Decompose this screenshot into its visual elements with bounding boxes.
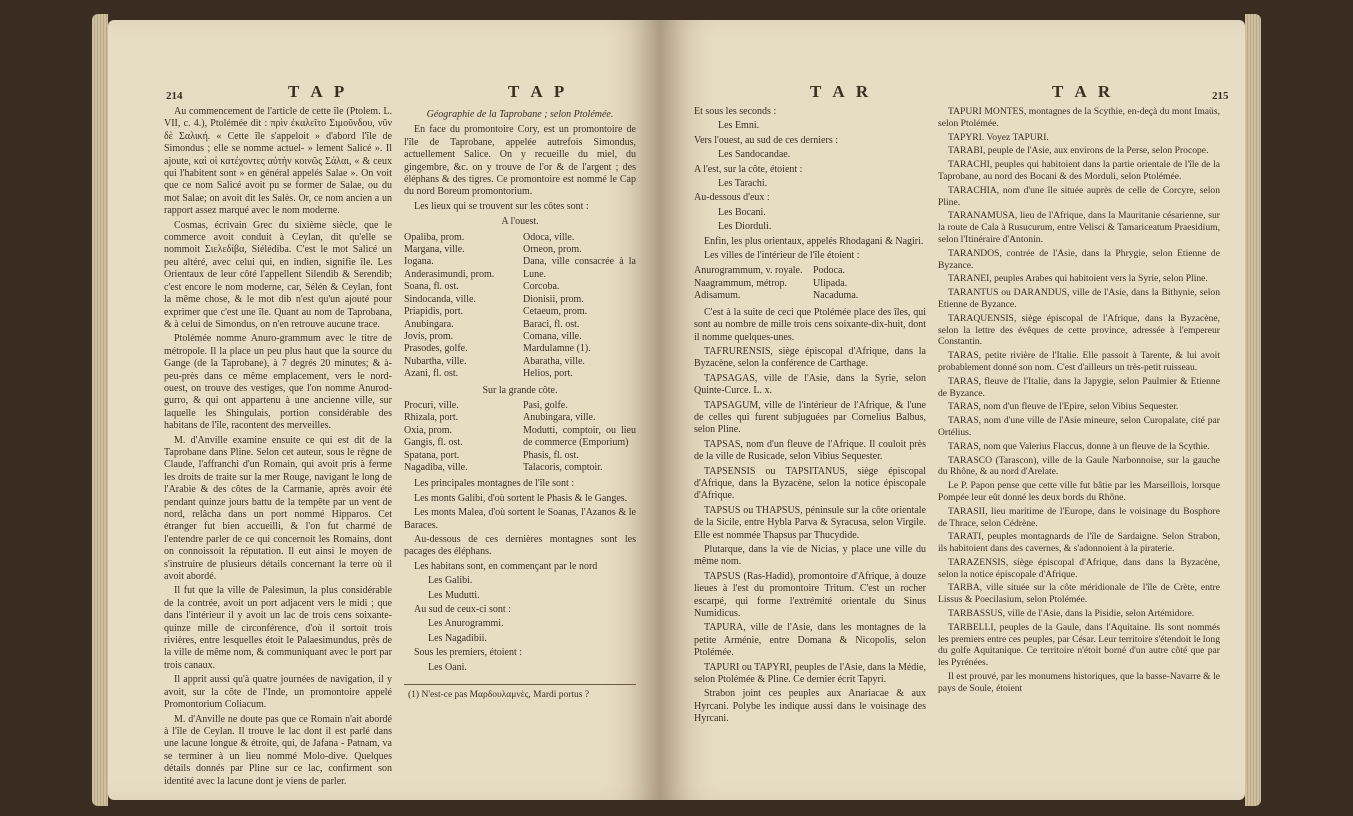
entry: TARAZENSIS, siège épiscopal d'Afrique, dans dans la Byzacène, selon la notice épiscopale d'Afrique. <box>938 556 1220 580</box>
paragraph: Au sud de ceux-ci sont : <box>414 604 511 616</box>
entry: TARACHI, peuples qui habitoient dans la partie orientale de l'île de la Taprobane, au nord des Bocani & des Morduli, selon Ptolémée. <box>938 159 1220 182</box>
list-item: Les Bocani. <box>718 206 766 218</box>
list-item: Azani, fl. ost. <box>404 368 459 380</box>
list-item: Talacoris, comptoir. <box>523 461 603 473</box>
right-page-edges <box>1245 14 1261 806</box>
left-page <box>108 20 660 800</box>
paragraph: Ptolémée nomme Anuro-grammum avec le titre de métropole. Il la place un peu plus haut que la source du Gange (de la Taprobane), à 7 degrés 20 minutes; & à-peu-près dans ce même emplacement, vers le nord-ouest, on trouve des vestiges, que l'on nomme Anurod-gurro, & qui ont appartenu à une ancienne ville, sur laquelle les Shingulais, portion considérable des habitans de l'île, racontent des merveilles. <box>164 333 392 432</box>
list-item: Les Mudutti. <box>428 589 480 601</box>
paragraph: Au-dessous de ces dernières montagnes sont les pacages des éléphans. <box>404 534 636 558</box>
list-item: Dana, ville consacrée à la Lune. <box>523 256 636 280</box>
list-item: Naagrammum, métrop. <box>694 277 788 289</box>
paragraph: M. d'Anville examine ensuite ce qui est dit de la Taprobane dans Pline. Selon cet auteur, sous le règne de Claude, l'affranchi d'un Romain, qui avoit pris à ferme les droits de traite sur la mer Rouge, navigant le long de l'Arabie & des côtes de la Carmanie, après avoir été pendant quinze jours battu de la tempête par un vent de nord, relâcha dans un port nommé Hipparos. Cet étranger fut bien accueilli, & l'on fut charmé de l'entendre parler de ce qui concernoit les Romains, dont on connoissoit la réputation. Il eut ainsi le moyen de s'instruire de plusieurs détails concernant la terre où il avoit abordé. <box>164 434 392 583</box>
paragraph: M. d'Anville ne doute pas que ce Romain n'ait abordé à l'île de Ceylan. Il trouve le lac dont il est parlé dans une lacune longue & étroite, qui, de Jafana - Patnam, va se terminer à un lieu nommé Molo-dive. Quelques détails donnés par Pline sur ce lac, confirment son identité avec la lacune dont je viens de parler. <box>164 713 392 787</box>
interior-cities-list <box>694 265 926 302</box>
paragraph: Sous les premiers, étoient : <box>414 647 523 659</box>
list-item: Les Galibi. <box>428 575 473 587</box>
entry: TARANEI, peuples Arabes qui habitoient vers la Syrie, selon Pline. <box>948 273 1208 285</box>
west-places-list <box>404 232 636 381</box>
west-places-right <box>523 232 636 381</box>
list-item: Procuri, ville. <box>404 399 459 411</box>
subheading-west: A l'ouest. <box>501 216 539 228</box>
entry: Le P. Papon pense que cette ville fut bâtie par les Marseillois, lorsque Pompée leur eût donné les deux bords du Rhône. <box>938 480 1220 503</box>
entry: TARANTUS ou DARANDUS, ville de l'Asie, dans la Bithynie, selon Etienne de Byzance. <box>938 287 1220 310</box>
list-item: Baraci, fl. ost. <box>523 318 580 330</box>
interior-right <box>813 265 926 302</box>
entry: TARBA, ville située sur la côte méridionale de l'île de Crète, entre Lissus & Poecilasium, selon Ptolémée. <box>938 582 1220 606</box>
paragraph: C'est à la suite de ceci que Ptolémée place des îles, qui sont au nombre de mille trois cens soixante-dix-huit, dont il nomme quelques-unes. <box>694 306 926 343</box>
entry: TAPURI ou TAPYRI, peuples de l'Asie, dans la Médie, selon Ptolémée & Pline. Ce dernier écrit Tapyri. <box>694 661 926 686</box>
entry: TARACHIA, nom d'une île située auprès de celle de Corcyre, selon Pline. <box>938 184 1220 208</box>
right-header-a: T A R <box>810 82 873 101</box>
entry: TARATI, peuples montagnards de l'île de Sardaigne. Selon Strabon, ils habitoient dans des cavernes, & s'adonnoient à la piraterie. <box>938 531 1220 555</box>
entry: TARAS, nom que Valerius Flaccus, donne à un fleuve de la Scythie. <box>948 440 1210 452</box>
list-item: Pasi, golfe. <box>523 399 568 411</box>
right-page <box>660 20 1245 800</box>
entry: TARAS, nom d'un fleuve de l'Epire, selon Vibius Sequester. <box>948 401 1179 413</box>
entry: TAPYRI. Voyez TAPURI. <box>948 131 1049 143</box>
list-item: Les Oani. <box>428 661 467 673</box>
list-item: Mardulamne (1). <box>523 343 591 355</box>
paragraph: Il fut que la ville de Palesimun, la plus considérable de la contrée, avoit un port adjacent vers le midi ; que dans l'intérieur il y avoit un lac de trois cens soixante-quinze mille de circonférence, d'où il sortoit trois rivières, entre lesquelles étoit le Palaesimundus, près de la ville de même nom, & communiquant avec le port par trois canaux. <box>164 585 392 671</box>
list-item: Nubartha, ville. <box>404 355 467 367</box>
list-item: Les Diorduli. <box>718 221 772 233</box>
list-item: Anurogrammum, v. royale. <box>694 265 803 277</box>
big-coast-places-list <box>404 400 636 474</box>
list-item: Nacaduma. <box>813 290 859 302</box>
entry: TARANDOS, contrée de l'Asie, dans la Phrygie, selon Etienne de Byzance. <box>938 247 1220 271</box>
list-item: Anderasimundi, prom. <box>404 268 495 280</box>
left-column-b <box>404 106 636 676</box>
list-item: Phasis, fl. ost. <box>523 449 579 461</box>
entry: TARASCO (Tarascon), ville de la Gaule Narbonnoise, sur la gauche du Rhône, & au nord d'Arelate. <box>938 454 1220 478</box>
paragraph: Au commencement de l'article de cette île (Ptolem. L. VII, c. 4.), Ptolémée dit : πρὶν ἐκαλεῖτο Σιμοῦνδου, νῦν δὲ Σαλική. « Cette île s'appeloit » d'abord l'île de Simondus ; elle se nomme actuel- » lement Salicé ». Il ajoute, καὶ οἱ κατέχοντες αὐτὴν κοινῶς Σάλαι, « & ceux qui l'habitent sont » en général appelés Salae ». On voit que ce nom Salicé avoit pu se former de Salae, ou du mot Salae; on avoit dit les Salès. Or, ce nom ancien a un rapport assez marqué avec le nom moderne. <box>164 106 392 217</box>
list-item: Nagadiba, ville. <box>404 461 468 473</box>
entry: Plutarque, dans la vie de Nicias, y place une ville du même nom. <box>694 544 926 568</box>
left-header-b: T A P <box>508 82 569 101</box>
list-item: Orneon, prom. <box>523 244 582 256</box>
paragraph: Les monts Malea, d'où sortent le Soanas, l'Azanos & le Baraces. <box>404 507 636 531</box>
paragraph: Cosmas, écrivain Grec du sixième siècle, que le commerce avoit conduit à Ceylan, dit qu'elle se nommoit Σιελεδίβα, Siélédiba. C'est le mot Salicé un peu altéré, avec celui qui, en indien, signifie île. Les Orientaux de leur côté l'appellent Silendib & Serendib; c'est encore le nom moderne, car, Sélén & Ceylan, font la même chose, & le mot dib n'est qu'un ajouté pour exprimer que c'est une île. Quant au nom de Taprobana, & à celui de Simondus, on n'en retrouve aucune trace. <box>164 219 392 330</box>
big-coast-left <box>404 400 517 474</box>
list-item: Podoca. <box>813 265 845 277</box>
list-item: Priapidis, port. <box>404 306 464 318</box>
list-item: Cetaeum, prom. <box>523 306 588 318</box>
list-item: Modutti, comptoir, ou lieu de commerce (Emporium) <box>523 424 636 449</box>
entry: TAFRURENSIS, siège épiscopal d'Afrique, dans la Byzacène, selon la conférence de Carthage. <box>694 345 926 370</box>
list-item: Odoca, ville. <box>523 231 575 243</box>
entry: TARASII, lieu maritime de l'Europe, dans le voisinage du Bosphore de Thrace, selon Cédrène. <box>938 505 1220 529</box>
entry: TAPURI MONTES, montagnes de la Scythie, en-deçà du mont Imaüs, selon Ptolémée. <box>938 106 1220 129</box>
entry: TARAQUENSIS, siège épiscopal de l'Afrique, dans la Byzacène, selon la lettre des évêques de cette province, adressée à l'empereur Constantin. <box>938 312 1220 348</box>
entry: TARANAMUSA, lieu de l'Afrique, dans la Mauritanie césarienne, sur la route de Cala à Rusucurum, entre Velisci & Tamariceatum Praesidium, selon l'Itinéraire d'Antonin. <box>938 210 1220 245</box>
entry: TARAS, nom d'une ville de l'Asie mineure, selon Curopalate, cité par Ortélius. <box>938 415 1220 438</box>
right-header-b: T A R <box>1052 82 1115 101</box>
right-page-number: 215 <box>1212 90 1229 102</box>
list-item: Sindocanda, ville. <box>404 293 476 305</box>
entry: TAPURA, ville de l'Asie, dans les montagnes de la petite Arménie, entre Domana & Nicopolis, selon Ptolémée. <box>694 622 926 659</box>
right-column-b <box>938 106 1220 697</box>
entry: TAPSAGUM, ville de l'intérieur de l'Afrique, & l'une de celles qui furent subjuguées par Cornelius Balbus, selon Pline. <box>694 399 926 436</box>
list-item: Anubingara, ville. <box>523 412 596 424</box>
paragraph: Les lieux qui se trouvent sur les côtes sont : <box>414 200 589 212</box>
right-column-a <box>694 106 926 728</box>
list-item: Rhizala, port. <box>404 412 459 424</box>
list-item: Dionisii, prom. <box>523 293 584 305</box>
entry: TARBELLI, peuples de la Gaule, dans l'Aquitaine. Ils sont nommés les premiers entre ces peuples, par César. Leur territoire s'étendoit le long du golfe Aquitanique. Ce territoire n'étoit borné d'un autre côté que par les Pyrénées. <box>938 621 1220 669</box>
section-title: Géographie de la Taprobane ; selon Ptolémée. <box>426 109 614 120</box>
list-item: Les Emni. <box>718 120 760 132</box>
paragraph: Les habitans sont, en commençant par le nord <box>414 560 598 572</box>
entry: TARAS, fleuve de l'Italie, dans la Japygie, selon Paulmier & Etienne de Byzance. <box>938 375 1220 399</box>
entry: TAPSENSIS ou TAPSITANUS, siège épiscopal d'Afrique, dans la Byzacène, selon la notice épiscopale d'Afrique. <box>694 465 926 502</box>
paragraph: Les villes de l'intérieur de l'île étoient : <box>704 250 860 262</box>
footnote: (1) N'est-ce pas Μαρδουλαμνὲς, Mardi portus ? <box>408 690 590 700</box>
list-item: Anubingara. <box>404 318 454 330</box>
paragraph: Enfin, les plus orientaux, appelés Rhodagani & Nagiri. <box>704 235 924 247</box>
list-item: Les Nagadibii. <box>428 632 487 644</box>
paragraph: Il apprit aussi qu'à quatre journées de navigation, il y avoit, sur la côte de l'Inde, un promontoire appelé Promontorium Coliacum. <box>164 674 392 711</box>
list-item: Corcoba. <box>523 281 560 293</box>
entry: TARBASSUS, ville de l'Asie, dans la Pisidie, selon Artémidore. <box>948 608 1195 620</box>
left-page-edges <box>92 14 108 806</box>
west-places-left <box>404 232 517 381</box>
paragraph: Les monts Galibi, d'où sortent le Phasis & le Ganges. <box>414 492 628 504</box>
list-item: Les Sandocandae. <box>718 149 791 161</box>
entry: TAPSUS (Ras-Hadid), promontoire d'Afrique, à douze lieues à l'est du promontoire Tritum. C'est un rocher escarpé, qui forme l'extrémité orientale du Sinus Numidicus. <box>694 570 926 620</box>
list-item: Spatana, port. <box>404 449 460 461</box>
paragraph: En face du promontoire Cory, est un promontoire de l'île de Taprobane, appelée autrefois Simondus, actuellement Salice. On y recueille du miel, du gingembre, &c. on y trouve de l'or & de l'argent ; des éléphans & des tigres. Ce promontoire est nommé le Cap du nord Boreum promontorium. <box>404 124 636 198</box>
left-column-a <box>164 106 392 790</box>
interior-left <box>694 265 807 302</box>
list-item: Jovis, prom. <box>404 330 454 342</box>
paragraph: Vers l'ouest, au sud de ces derniers : <box>694 134 838 146</box>
list-item: Oxia, prom. <box>404 424 453 436</box>
list-item: Les Tarachi. <box>718 178 768 190</box>
list-item: Comana, ville. <box>523 330 582 342</box>
list-item: Prasodes, golfe. <box>404 343 468 355</box>
paragraph: Au-dessous d'eux : <box>694 192 770 204</box>
list-item: Soana, fl. ost. <box>404 281 459 293</box>
paragraph: A l'est, sur la côte, étoient : <box>694 163 803 175</box>
paragraph: Les principales montagnes de l'île sont : <box>414 478 575 490</box>
paragraph: Et sous les seconds : <box>694 106 777 117</box>
list-item: Ulipada. <box>813 277 848 289</box>
list-item: Iogana. <box>404 256 434 268</box>
left-page-number: 214 <box>166 90 183 102</box>
footnote-rule <box>404 684 636 685</box>
list-item: Opaliba, prom. <box>404 231 465 243</box>
entry: TARAS, petite rivière de l'Italie. Elle passoit à Tarente, & lui avoit probablement donné son nom. C'est d'ailleurs un très-petit ruisseau. <box>938 350 1220 373</box>
entry: TARABI, peuple de l'Asie, aux environs de la Perse, selon Procope. <box>948 145 1209 157</box>
entry: TAPSUS ou THAPSUS, péninsule sur la côte orientale de la Sicile, entre Hybla Parva & Syracusa, selon Virgile. Elle est nommée Thapsus par Thucydide. <box>694 504 926 541</box>
list-item: Helios, port. <box>523 368 573 380</box>
big-coast-right <box>523 400 636 474</box>
list-item: Les Anurogrammi. <box>428 618 504 630</box>
entry: TAPSAS, nom d'un fleuve de l'Afrique. Il couloit près de la ville de Rusicade, selon Vibius Sequester. <box>694 438 926 463</box>
list-item: Gangis, fl. ost. <box>404 437 463 449</box>
left-header-a: T A P <box>288 82 349 101</box>
entry: Strabon joint ces peuples aux Anariacae & aux Hyrcani. Polybe les indique aussi dans le voisinage des Hyrcani. <box>694 688 926 725</box>
list-item: Adisamum. <box>694 290 741 302</box>
subheading-big-coast: Sur la grande côte. <box>482 384 558 396</box>
list-item: Abaratha, ville. <box>523 355 585 367</box>
entry: Il est prouvé, par les monumens historiques, que la basse-Navarre & le pays de Soule, étoient <box>938 671 1220 694</box>
entry: TAPSAGAS, ville de l'Asie, dans la Syrie, selon Quinte-Curce. L. x. <box>694 372 926 397</box>
list-item: Margana, ville. <box>404 244 465 256</box>
